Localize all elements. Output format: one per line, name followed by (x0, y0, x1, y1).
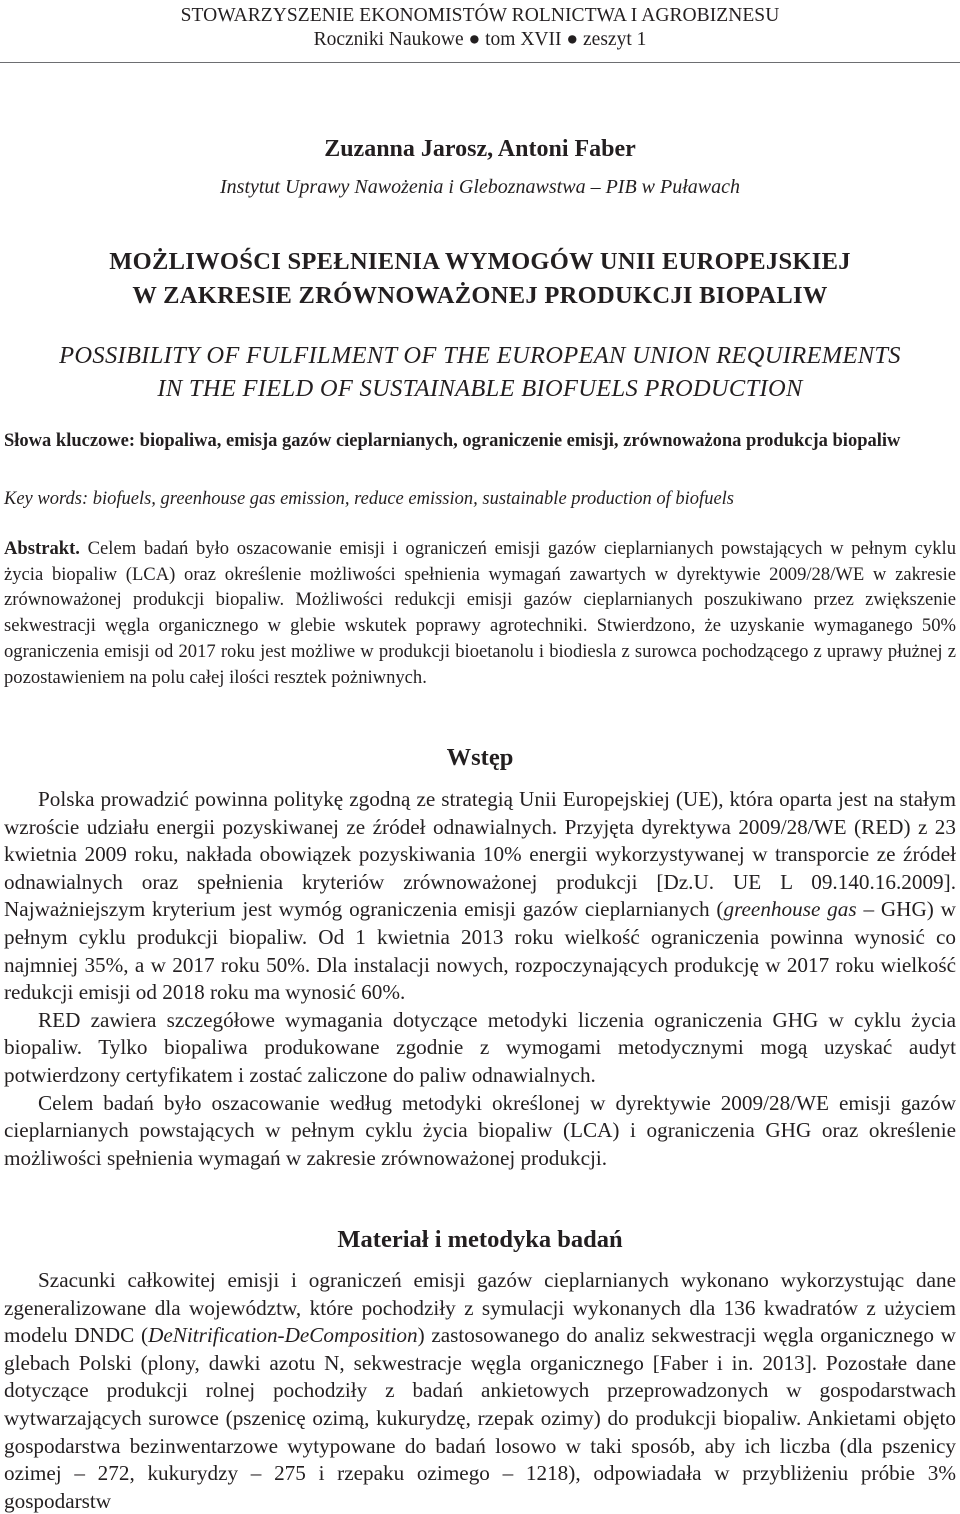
keywords-polish: Słowa kluczowe: biopaliwa, emisja gazów cieplarnianych, ograniczenie emisji, zrównoważona produkcja biopaliw (4, 431, 901, 451)
institute: Instytut Uprawy Nawożenia i Gleboznawstwa – PIB w Puławach (220, 176, 740, 198)
abstract-label: Abstrakt. (4, 538, 80, 559)
intro-p1-italic: greenhouse gas (723, 897, 857, 922)
introduction-body (4, 786, 956, 1172)
methods-clip (0, 1266, 960, 1514)
journal-header (0, 4, 960, 52)
methods-body (4, 1267, 956, 1514)
journal-issue: Roczniki Naukowe ● tom XVII ● zeszyt 1 (313, 29, 647, 50)
intro-paragraph-3: Celem badań było oszacowanie według metodyki określonej w dyrektywie 2009/28/WE emisji gazów cieplarnianych powstających w pełnym cyklu życia biopaliw (LCA) i ograniczenia GHG oraz określenie możliwości spełnienia wymagań w zakresie zrównoważonej produkcji. (4, 1090, 956, 1170)
authors: Zuzanna Jarosz, Antoni Faber (324, 136, 636, 162)
intro-paragraph-2: RED zawiera szczegółowe wymagania dotyczące metodyki liczenia ograniczenia GHG w cyklu życia biopaliw. Tylko biopaliwa produkowane zgodnie z wymogami metodycznymi mogą uzyskać audyt potwierdzony certyfikatem i zostać zaliczone do paliw odnawialnych. (4, 1007, 956, 1087)
section-heading-methods: Materiał i metodyka badań (337, 1226, 623, 1253)
title-english-line-1: POSSIBILITY OF FULFILMENT OF THE EUROPEAN UNION REQUIREMENTS (59, 342, 901, 369)
abstract (4, 536, 956, 690)
title-english (0, 339, 960, 405)
keywords-english: Key words: biofuels, greenhouse gas emission, reduce emission, sustainable production of biofuels (4, 489, 735, 509)
header-divider (0, 62, 960, 63)
intro-p1-tail: – GHG) w pełnym cyklu produkcji biopaliw. Od 1 kwietnia 2013 roku wielkość ograniczenia powinna wynosić co najmniej 35%, a w 2017 roku 50%. Dla instalacji nowych, rozpoczynających produkcję w 2017 roku wielkość redukcji emisji od 2018 roku ma wynosić 60%. (4, 897, 956, 1005)
methods-p1-italic: DeNitrification-DeComposition (148, 1323, 418, 1348)
methods-p1-head: Szacunki całkowitej emisji i ograniczeń emisji gazów cieplarnianych wykonano wykorzystując dane zgeneralizowane dla województw, które pochodziły z symulacji wykonanych dla 136 kwadratów z użyciem modelu DNDC ( (4, 1268, 956, 1348)
title-polish (0, 245, 960, 313)
title-polish-line-1: MOŻLIWOŚCI SPEŁNIENIA WYMOGÓW UNII EUROPEJSKIEJ (109, 248, 851, 275)
intro-paragraph-1 (4, 786, 956, 1007)
methods-paragraph-1 (4, 1267, 956, 1514)
organization-name: STOWARZYSZENIE EKONOMISTÓW ROLNICTWA I AGROBIZNESU (180, 5, 780, 26)
title-polish-line-2: W ZAKRESIE ZRÓWNOWAŻONEJ PRODUKCJI BIOPALIW (132, 282, 828, 309)
title-english-line-2: IN THE FIELD OF SUSTAINABLE BIOFUELS PRODUCTION (157, 375, 803, 402)
methods-p1-tail: ) zastosowanego do analiz sekwestracji węgla organicznego w glebach Polski (plony, dawki azotu N, sekwestracje węgla organicznego [Faber i in. 2013]. Pozostałe dane dotyczące produkcji rolnej pochodziły z badań ankietowych przeprowadzonych w gospodarstwach wytwarzających surowce (pszenicę ozimą, kukurydzę, rzepak ozimy) do produkcji biopaliw. Ankietami objęto gospodarstwa bezinwentarzowe wytypowane do badań losowo w taki sposób, aby ich liczba (dla pszenicy ozimej – 272, kukurydzy – 275 i rzepaku ozimego – 1218), odpowiadała w przybliżeniu próbie 3% gospodarstw (4, 1323, 956, 1513)
intro-p1-text: Polska prowadzić powinna politykę zgodną ze strategią Unii Europejskiej (UE), która oparta jest na stałym wzroście udziału energii pozyskiwanej ze źródeł odnawialnych. Przyjęta dyrektywa 2009/28/WE (RED) z 23 kwietnia 2009 roku, nakłada obowiązek pozyskiwania 10% energii wykorzystywanej w transporcie ze źródeł odnawialnych oraz spełnienia kryteriów zrównoważonej produkcji [Dz.U. UE L 09.140.16.2009]. Najważniejszym kryterium jest wymóg ograniczenia emisji gazów cieplarnianych ( (4, 787, 956, 922)
section-heading-introduction: Wstęp (446, 744, 514, 771)
abstract-text: Celem badań było oszacowanie emisji i ograniczeń emisji gazów cieplarnianych powstających w pełnym cyklu życia biopaliw (LCA) oraz określenie możliwości spełnienia wymagań zawartych w dyrektywie 2009/28/WE w zakresie zrównoważonej produkcji biopaliw. Możliwości redukcji emisji gazów cieplarnianych poszukiwano przez zwiększenie sekwestracji węgla organicznego w glebie wskutek poprawy agrotechniki. Stwierdzono, że uzyskanie wymaganego 50% ograniczenia emisji od 2017 roku jest możliwe w produkcji bioetanolu i biodiesla z surowca pochodzącego z uprawy płużnej z pozostawieniem na polu całej ilości resztek pożniwnych. (4, 538, 956, 688)
